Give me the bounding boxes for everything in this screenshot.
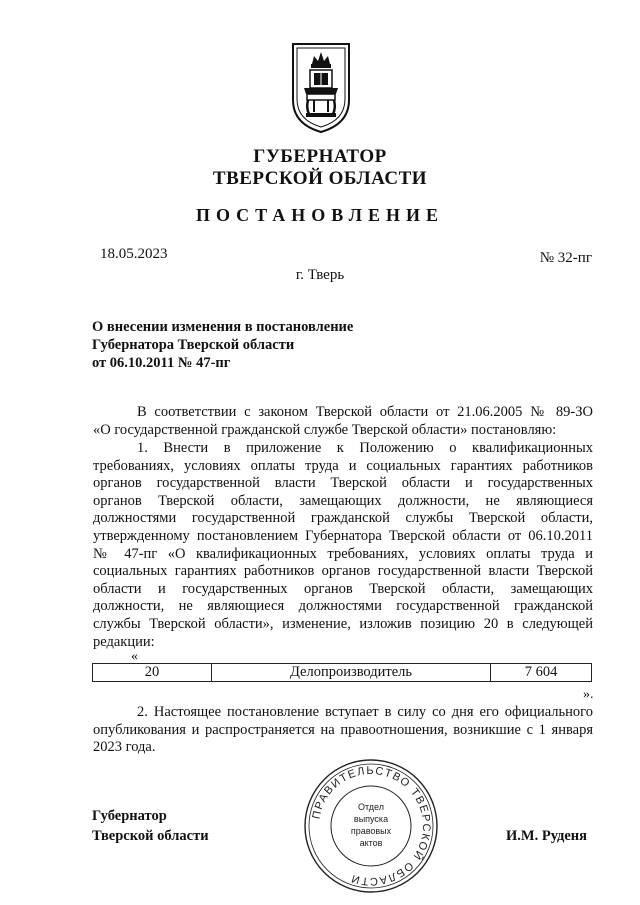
item-2-line: 2. Настоящее постановление вступает в силу со дня его официального: [137, 704, 593, 720]
table-row: [93, 664, 592, 682]
item-1-line: утвержденному постановлением Губернатора Тверской области от 06.10.2011: [93, 527, 593, 544]
signatory-name: И.М. Руденя: [506, 828, 588, 844]
stamp-inner-line: актов: [359, 838, 383, 848]
item-1-line: редакции:: [93, 633, 155, 650]
item-1-paragraph: [93, 440, 593, 651]
document-subject: [92, 318, 353, 372]
intro-line: В соответствии с законом Тверской области от 21.06.2005 № 89-ЗО: [137, 404, 593, 420]
item-1-line: должностями государственной гражданской службы Тверской области,: [93, 510, 593, 527]
document-city: г. Тверь: [295, 267, 345, 283]
intro-line: «О государственной гражданской службе Тверской области» постановляю:: [93, 421, 557, 438]
item-1-line: социальных гарантиях работников органов государственной власти Тверской: [93, 563, 593, 580]
quote-close: ».: [583, 687, 594, 702]
position-value-cell: 7 604: [491, 664, 592, 682]
item-1-line: органов Тверской области, замещающих должности, не являющиеся: [93, 492, 593, 509]
coat-of-arms-emblem: [290, 42, 352, 134]
stamp-inner-line: выпуска: [353, 814, 389, 824]
document-date: 18.05.2023: [100, 246, 168, 262]
signatory-role-line: Губернатор: [92, 808, 167, 824]
subject-line: Губернатора Тверской области: [92, 337, 295, 353]
item-1-line: области и государственных органов Тверской области, замещающих: [93, 580, 593, 597]
item-2-line: опубликования и распространяется на правоотношения, возникшие с 1 января: [93, 721, 593, 738]
stamp-ring-text: ПРАВИТЕЛЬСТВО ТВЕРСКОЙ ОБЛАСТИ: [310, 764, 433, 888]
item-1-line: должности, не являющиеся должностями государственной гражданской: [93, 598, 593, 615]
subject-line: О внесении изменения в постановление: [92, 319, 354, 335]
position-name-cell: Делопроизводитель: [212, 664, 491, 682]
issuer-title-line1: ГУБЕРНАТОР: [253, 146, 387, 167]
stamp-inner-line: Отдел: [357, 802, 385, 812]
official-stamp: [301, 756, 441, 896]
signatory-role-line: Тверской области: [92, 828, 209, 844]
document-number: № 32-пг: [539, 250, 592, 266]
item-2-line: 2023 года.: [93, 739, 156, 756]
item-1-line: требованиях, условиях оплаты труда и социальных гарантиях работников: [93, 457, 593, 474]
position-table: [92, 663, 592, 682]
item-1-line: № 47-пг «О квалификационных требованиях, условиях оплаты труда и: [93, 545, 593, 562]
intro-paragraph: [93, 404, 593, 439]
signatory-role: [92, 806, 209, 846]
item-1-line: органов государственной власти Тверской области и государственных: [93, 475, 593, 492]
item-2-paragraph: [93, 704, 593, 757]
document-type: ПОСТАНОВЛЕНИЕ: [195, 205, 445, 225]
stamp-inner-line: правовых: [350, 826, 392, 836]
position-number-cell: 20: [93, 664, 212, 682]
issuer-title-line2: ТВЕРСКОЙ ОБЛАСТИ: [212, 168, 428, 189]
subject-line: от 06.10.2011 № 47-пг: [92, 355, 231, 371]
item-1-line: службы Тверской области», изменение, изложив позицию 20 в следующей: [93, 615, 593, 632]
quote-open: «: [131, 649, 138, 664]
item-1-line: 1. Внести в приложение к Положению о квалификационных: [137, 440, 593, 456]
